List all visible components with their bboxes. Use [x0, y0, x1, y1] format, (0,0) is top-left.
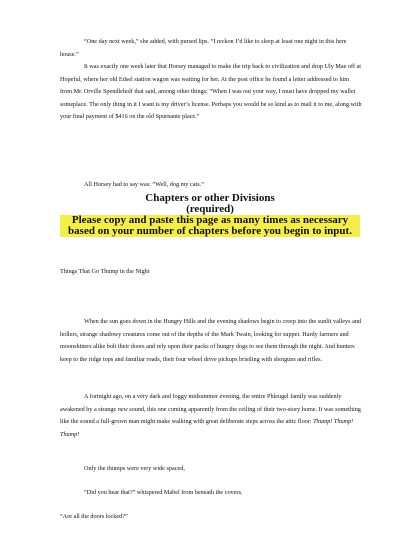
chapter-paragraph-wide-spaced: Only the thumps were very wide spaced, [84, 465, 185, 472]
chapter-paragraph-doors-locked: “Are all the doors locked?” [60, 513, 128, 520]
chapter-paragraph-mabel: “Did you hear that?” whispered Mabel from beneath the covers. [84, 489, 243, 496]
divisions-instruction-block [60, 193, 360, 237]
chapter-title: Things That Go Thump in the Night [60, 268, 150, 275]
chapter-paragraph-sun-goes-down: When the sun goes down in the Hungry Hills and the evening shadows begin to creep into the sunlit valleys and hollers, strange shadowy creatures come out of the depths of the Mark Twain, looking for supper. Hardy farmers and moonshiners alike bolt their doors and rely upon their packs of hungry dogs to see them through the night. And hunters keep to the ridge tops and familiar roads, their four wheel drive pickups bristling with shotguns and rifles. [60, 318, 362, 363]
paragraph-one-day: “One day next week,” she added, with pursed lips. “I reckon I’d like to sleep at least one night in this here house.” [60, 38, 347, 58]
divisions-instruction-line-1: Please copy and paste this page as many times as necessary [60, 215, 360, 226]
chapter-paragraph-fortnight [60, 391, 362, 441]
fortnight-thumps: Thump! Thump! Thump! [60, 418, 354, 438]
divisions-instruction-line-2: based on your number of chapters before you begin to input. [60, 226, 360, 237]
fortnight-new-word: new [117, 405, 128, 413]
divisions-title: Chapters or other Divisions [145, 192, 275, 204]
divisions-required: (required) [186, 203, 234, 215]
fortnight-text-a: A fortnight ago, on a very dark and foggy midsummer evening, the entire Phleugel family was suddenly awakened by a strange [60, 393, 342, 413]
paragraph-week-later: It was exactly one week later that Horsey managed to make the trip back to civilization and drop Uly Mae off at Hopeful, where her old Edsel station wagon was waiting for her. At the post office he found a letter addressed to him from Mr. Orville Spendleholf that said, among other things: “When I was out your way, I must have dropped my wallet someplace. The only thing in it I want is my driver’s license. Perhaps you would be so kind as to mail it to me, along with your final payment of $416 on the old Spurnante place.” [60, 63, 362, 121]
paragraph-dog-my-cats: All Horsey had to say was: “Well, dog my cats.” [84, 181, 204, 188]
fortnight-text-b: sound, this one coming apparently from the ceiling of their two-story home. It was something like the sound a full-grown man might make walking with great deliberate steps across the attic floor: [60, 405, 361, 426]
